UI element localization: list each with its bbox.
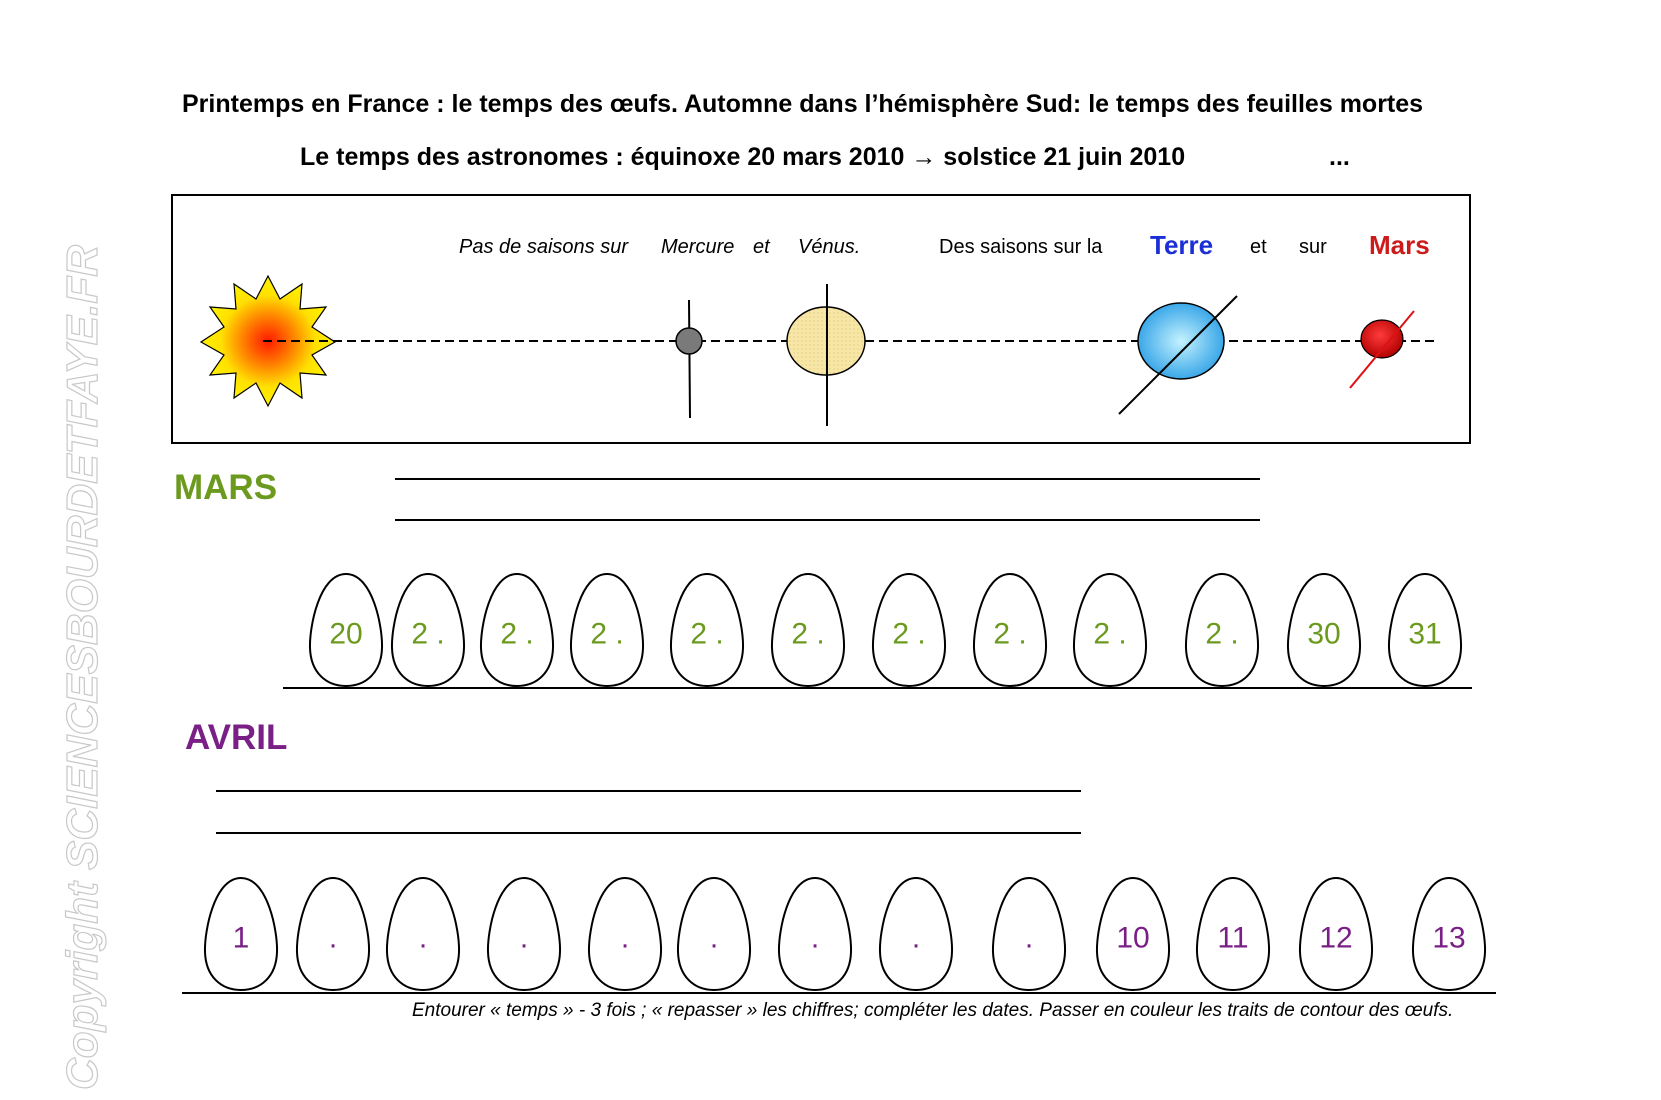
avril-egg-date: . bbox=[911, 921, 921, 955]
mars-egg-date: 20 bbox=[329, 617, 363, 651]
mars-eggs-row bbox=[310, 574, 1461, 686]
mars-egg-date: 31 bbox=[1408, 617, 1442, 651]
avril-egg-date: 1 bbox=[232, 921, 250, 955]
avril-egg-date: . bbox=[709, 921, 719, 955]
avril-egg-date: . bbox=[418, 921, 428, 955]
page-title-line-1: Printemps en France : le temps des œufs. Automne dans l’hémisphère Sud: le temps des feuilles mortes bbox=[182, 90, 1424, 118]
avril-eggs-row bbox=[205, 878, 1485, 990]
copyright-watermark: Copyright SCIENCESBOURDETFAYE.FR bbox=[58, 244, 107, 1090]
avril-egg-date: 10 bbox=[1116, 921, 1150, 955]
mars-egg-date: 2 . bbox=[1093, 617, 1127, 651]
avril-egg-date: . bbox=[810, 921, 820, 955]
mars-egg-date: 2 . bbox=[993, 617, 1027, 651]
avril-egg-date: . bbox=[519, 921, 529, 955]
mars-egg-date: 2 . bbox=[791, 617, 825, 651]
avril-egg-date: . bbox=[1024, 921, 1034, 955]
mercury-label: Mercure bbox=[661, 236, 735, 258]
instruction-text: Entourer « temps » - 3 fois ; « repasser » les chiffres; compléter les dates. Passer en couleur les traits de contour des œufs. bbox=[412, 1000, 1454, 1021]
and-label-2: et bbox=[1250, 236, 1267, 258]
mars-egg-date: 2 . bbox=[1205, 617, 1239, 651]
no-seasons-label: Pas de saisons sur bbox=[459, 236, 628, 258]
avril-egg-date: 12 bbox=[1319, 921, 1353, 955]
on-label: sur bbox=[1299, 236, 1327, 258]
mars-egg-date: 30 bbox=[1307, 617, 1341, 651]
avril-egg-date: . bbox=[328, 921, 338, 955]
avril-month-title: AVRIL bbox=[185, 718, 288, 757]
and-label-1: et bbox=[753, 236, 770, 258]
mars-egg-date: 2 . bbox=[411, 617, 445, 651]
avril-egg-date: . bbox=[620, 921, 630, 955]
mars-planet-label: Mars bbox=[1369, 230, 1430, 260]
earth-label: Terre bbox=[1150, 230, 1214, 260]
venus-label: Vénus. bbox=[798, 236, 861, 258]
title-ellipsis: ... bbox=[1329, 143, 1350, 171]
mars-egg-date: 2 . bbox=[500, 617, 534, 651]
avril-egg-date: 11 bbox=[1217, 921, 1249, 955]
mars-egg-date: 2 . bbox=[892, 617, 926, 651]
mars-month-title: MARS bbox=[174, 468, 278, 507]
page-title-line-2: Le temps des astronomes : équinoxe 20 mars 2010 → solstice 21 juin 2010 bbox=[300, 143, 1186, 171]
mars-egg-date: 2 . bbox=[690, 617, 724, 651]
seasons-label: Des saisons sur la bbox=[939, 236, 1103, 258]
avril-egg-date: 13 bbox=[1432, 921, 1466, 955]
mars-egg-date: 2 . bbox=[590, 617, 624, 651]
